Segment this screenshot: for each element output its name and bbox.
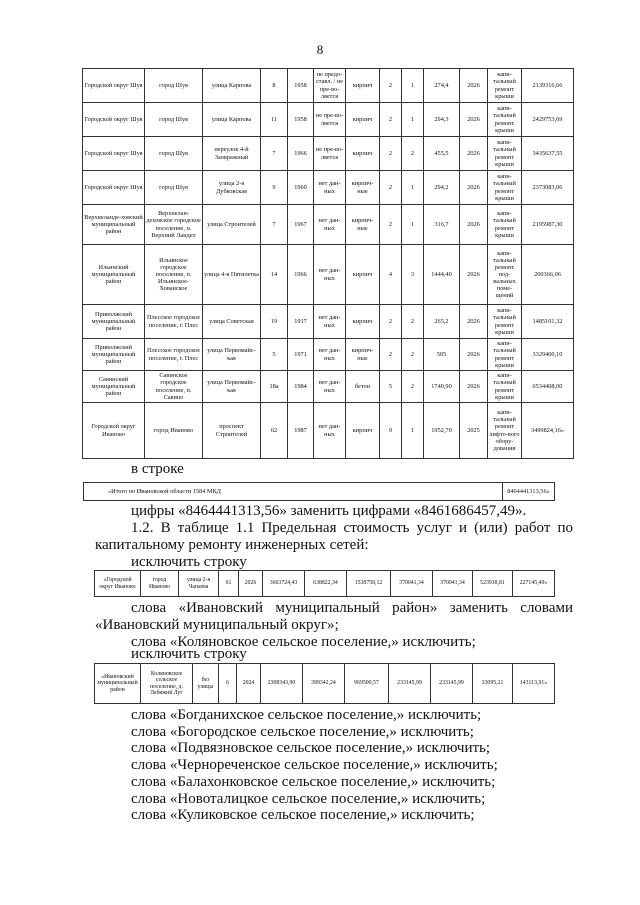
exclude-list-item: слова «Куликовское сельское поселение,» исключить; <box>131 807 475 824</box>
row-cell: 1538758,12 <box>347 571 391 597</box>
replace-words-line2: «Ивановский муниципальный округ»; <box>95 617 339 633</box>
area-cell: 294,2 <box>424 171 460 205</box>
year-cell: 1958 <box>288 103 314 137</box>
house-cell: 7 <box>261 137 288 171</box>
floors-note-cell: не предо-ставл. / не пре-во-ляется <box>314 69 346 103</box>
table-row <box>83 171 574 205</box>
year-cell: 1984 <box>288 371 314 403</box>
work-cell: капи-тальный ремонт крыши <box>488 137 522 171</box>
year-cell: 1987 <box>288 403 314 459</box>
district-cell: Городской округ Иваново <box>83 403 145 459</box>
area-cell: 1444,40 <box>424 245 460 305</box>
plan-year-cell: 2026 <box>460 245 488 305</box>
entrances-cell: 1 <box>402 103 424 137</box>
table-row <box>83 339 574 371</box>
exclude-row-label-1: исключить строку <box>131 554 247 570</box>
table-row <box>83 137 574 171</box>
row-cell: Коляновское сельское поселение, д. Лебяжий Луг <box>141 664 193 704</box>
settlement-cell: Плесское городское поселение, г. Плес <box>145 305 203 339</box>
row-cell: 2308343,90 <box>261 664 303 704</box>
house-cell: 8 <box>261 69 288 103</box>
section-1-2-line2: капитальному ремонту инженерных сетей: <box>95 537 369 553</box>
row-cell: 399342,24 <box>303 664 345 704</box>
year-cell: 1967 <box>288 205 314 245</box>
settlement-cell: Верхнелан-деховское городское поселение, п. Верхний Ландех <box>145 205 203 245</box>
material-cell: бетон <box>346 371 380 403</box>
table-row <box>83 205 574 245</box>
row-cell: 638822,34 <box>305 571 347 597</box>
floors-note-cell: нет дан-ных <box>314 403 346 459</box>
cost-cell: 200366,06 <box>522 245 574 305</box>
area-cell: 455,5 <box>424 137 460 171</box>
row-cell: 143113,91» <box>513 664 555 704</box>
exclude-list-item: слова «Богородское сельское поселение,» исключить; <box>131 723 474 740</box>
settlement-cell: Ильинское городское поселение, п. Ильинское-Хованское <box>145 245 203 305</box>
street-cell: улица Карпова <box>203 69 261 103</box>
floors-note-cell: не пре-во-ляется <box>314 103 346 137</box>
plan-year-cell: 2026 <box>460 205 488 245</box>
area-cell: 294,3 <box>424 103 460 137</box>
street-cell: улица Первомайс-кая <box>203 371 261 403</box>
row-cell: 3663724,43 <box>263 571 305 597</box>
floors-note-cell: нет дан-ных <box>314 371 346 403</box>
district-cell: Городской округ Шуя <box>83 171 145 205</box>
district-cell: Городской округ Шуя <box>83 137 145 171</box>
district-cell: Верхнеланде-ховский муниципальный район <box>83 205 145 245</box>
floors-cell: 9 <box>380 403 402 459</box>
plan-year-cell: 2026 <box>460 339 488 371</box>
exclude-list-item: слова «Подвязновское сельское поселение,» исключить; <box>131 740 491 757</box>
floors-note-cell: не пре-во-ляется <box>314 137 346 171</box>
house-cell: 18а <box>261 371 288 403</box>
year-cell: 1971 <box>288 339 314 371</box>
entrances-cell: 1 <box>402 69 424 103</box>
exclude-list-item: слова «Богданихское сельское поселение,» исключить; <box>131 707 482 723</box>
cost-cell: 1485101,32 <box>522 305 574 339</box>
floors-cell: 5 <box>380 371 402 403</box>
entrances-cell: 2 <box>402 371 424 403</box>
cost-cell: 3499824,16» <box>522 403 574 459</box>
entrances-cell: 1 <box>402 205 424 245</box>
table-row <box>83 371 574 403</box>
street-cell: улица Советская <box>203 305 261 339</box>
row-cell: 523918,81 <box>473 571 513 597</box>
floors-note-cell: нет дан-ных <box>314 305 346 339</box>
row-cell: 61 <box>219 571 239 597</box>
row-cell: без улицы <box>193 664 219 704</box>
row-cell: 233145,99 <box>389 664 431 704</box>
page-number: 8 <box>316 42 324 57</box>
material-cell: кирпич-ные <box>346 171 380 205</box>
cost-cell: 3329400,10 <box>522 339 574 371</box>
exclude-list-item: слова «Балахонковское сельское поселение,» исключить; <box>131 773 496 790</box>
plan-year-cell: 2025 <box>460 403 488 459</box>
exclude-list-item: слова «Чернореченское сельское поселение,» исключить; <box>131 757 498 774</box>
floors-cell: 2 <box>380 339 402 371</box>
street-cell: улица 2-я Дубковская <box>203 171 261 205</box>
street-cell: переулок 4-й Заовражный <box>203 137 261 171</box>
settlement-cell: город Иваново <box>145 403 203 459</box>
table-row <box>83 69 574 103</box>
table-row <box>83 305 574 339</box>
table-row <box>83 245 574 305</box>
cost-cell: 2373083,06 <box>522 171 574 205</box>
floors-cell: 2 <box>380 103 402 137</box>
cost-cell: 2429753,69 <box>522 103 574 137</box>
row-cell: город Иваново <box>141 571 179 597</box>
floors-note-cell: нет дан-ных <box>314 205 346 245</box>
floors-cell: 2 <box>380 171 402 205</box>
row-cell: 33095,21 <box>473 664 513 704</box>
plan-year-cell: 2026 <box>460 305 488 339</box>
excluded-row-table-1 <box>94 570 555 597</box>
table-row <box>95 664 555 704</box>
year-cell: 1958 <box>288 69 314 103</box>
plan-year-cell: 2026 <box>460 69 488 103</box>
material-cell: кирпич <box>346 245 380 305</box>
district-cell: Городской округ Шуя <box>83 103 145 137</box>
settlement-cell: город Шуя <box>145 103 203 137</box>
area-cell: 265,2 <box>424 305 460 339</box>
district-cell: Приволжский муниципальный район <box>83 305 145 339</box>
row-cell: 2026 <box>239 571 263 597</box>
row-cell: «Городской округ Иваново <box>95 571 141 597</box>
table-row <box>83 403 574 459</box>
house-cell: 7 <box>261 205 288 245</box>
area-cell: 274,4 <box>424 69 460 103</box>
table-row <box>95 571 555 597</box>
material-cell: кирпич <box>346 403 380 459</box>
row-cell: «Ивановский муниципальный район <box>95 664 141 704</box>
area-cell: 316,7 <box>424 205 460 245</box>
entrances-cell: 3 <box>402 245 424 305</box>
total-row-table <box>83 482 555 501</box>
table-row <box>83 103 574 137</box>
row-cell: 233145,99 <box>431 664 473 704</box>
floors-cell: 2 <box>380 137 402 171</box>
material-cell: кирпич-ные <box>346 339 380 371</box>
material-cell: кирпич <box>346 69 380 103</box>
replace-digits-para: цифры «8464441313,56» заменить цифрами «8461686457,49». <box>131 503 527 519</box>
row-cell: 2024 <box>237 664 261 704</box>
entrances-cell: 2 <box>402 137 424 171</box>
floors-cell: 4 <box>380 245 402 305</box>
settlement-cell: город Шуя <box>145 69 203 103</box>
year-cell: 1960 <box>288 171 314 205</box>
material-cell: кирпич <box>346 137 380 171</box>
work-cell: капи-тальный ремонт крыши <box>488 305 522 339</box>
district-cell: Савинский муниципальный район <box>83 371 145 403</box>
total-label-cell: «Итого по Ивановской области 1584 МКД <box>84 483 503 501</box>
house-cell: 14 <box>261 245 288 305</box>
year-cell: 1966 <box>288 137 314 171</box>
entrances-cell: 2 <box>402 339 424 371</box>
row-cell: 370041,34 <box>391 571 433 597</box>
house-cell: 62 <box>261 403 288 459</box>
street-cell: улица Строителей <box>203 205 261 245</box>
area-cell: 1952,70 <box>424 403 460 459</box>
district-cell: Приволжский муниципальный район <box>83 339 145 371</box>
entrances-cell: 2 <box>402 305 424 339</box>
row-cell: 6 <box>219 664 237 704</box>
entrances-cell: 1 <box>402 171 424 205</box>
row-cell: улица 2-я Чапаева <box>179 571 219 597</box>
work-cell: капи-тальный ремонт лифто-вого обору-дования <box>488 403 522 459</box>
floors-cell: 2 <box>380 205 402 245</box>
work-cell: капи-тальный ремонт под-вальных поме-щений <box>488 245 522 305</box>
work-cell: капи-тальный ремонт крыши <box>488 171 522 205</box>
house-cell: 11 <box>261 103 288 137</box>
row-cell: 370041,34 <box>433 571 473 597</box>
entrances-cell: 1 <box>402 403 424 459</box>
plan-year-cell: 2026 <box>460 171 488 205</box>
house-cell: 5 <box>261 339 288 371</box>
work-cell: капи-тальный ремонт крыши <box>488 339 522 371</box>
work-cell: капи-тальный ремонт крыши <box>488 103 522 137</box>
floors-note-cell: нет дан-ных <box>314 171 346 205</box>
section-1-2-line1: 1.2. В таблице 1.1 Предельная стоимость услуг и (или) работ по <box>131 520 573 536</box>
street-cell: улица Первомайс-кая <box>203 339 261 371</box>
floors-note-cell: нет дан-ных <box>314 339 346 371</box>
year-cell: 1917 <box>288 305 314 339</box>
work-cell: капи-тальный ремонт крыши <box>488 205 522 245</box>
house-cell: 9 <box>261 171 288 205</box>
district-cell: Ильинский муниципальный район <box>83 245 145 305</box>
excluded-row-table-2 <box>94 663 555 704</box>
material-cell: кирпич-ные <box>346 205 380 245</box>
plan-year-cell: 2026 <box>460 137 488 171</box>
cost-cell: 6534408,00 <box>522 371 574 403</box>
cost-cell: 3435637,55 <box>522 137 574 171</box>
exclude-row-label-2: исключить строку <box>131 646 247 662</box>
table-row <box>84 483 555 501</box>
exclude-list-item: слова «Новоталицкое сельское поселение,» исключить; <box>131 790 486 807</box>
area-cell: 505 <box>424 339 460 371</box>
total-value-cell: 8464441313,56» <box>503 483 555 501</box>
work-cell: капи-тальный ремонт крыши <box>488 371 522 403</box>
floors-note-cell: нет дан-ных <box>314 245 346 305</box>
floors-cell: 2 <box>380 69 402 103</box>
material-cell: кирпич <box>346 103 380 137</box>
area-cell: 1740,90 <box>424 371 460 403</box>
settlement-cell: город Шуя <box>145 171 203 205</box>
settlement-cell: Савинское городское поселение, п. Савино <box>145 371 203 403</box>
exclude-kolyanovskoe: слова «Коляновское сельское поселение,» исключить; <box>131 634 476 650</box>
district-cell: Городской округ Шуя <box>83 69 145 103</box>
replace-words-line1: слова «Ивановский муниципальный район» заменить словами <box>131 600 573 616</box>
plan-year-cell: 2026 <box>460 103 488 137</box>
row-cell: 227145,49» <box>513 571 555 597</box>
year-cell: 1966 <box>288 245 314 305</box>
material-cell: кирпич <box>346 305 380 339</box>
row-cell: 969500,57 <box>345 664 389 704</box>
street-cell: улица Карпова <box>203 103 261 137</box>
settlement-cell: Плесское городское поселение, г. Плес <box>145 339 203 371</box>
in-row-label: в строке <box>131 461 184 477</box>
house-cell: 19 <box>261 305 288 339</box>
street-cell: улица 4-я Пятилетка <box>203 245 261 305</box>
cost-cell: 2139316,66 <box>522 69 574 103</box>
mkd-repair-table <box>82 68 574 459</box>
street-cell: проспект Строителей <box>203 403 261 459</box>
plan-year-cell: 2026 <box>460 371 488 403</box>
work-cell: капи-тальный ремонт крыши <box>488 69 522 103</box>
floors-cell: 2 <box>380 305 402 339</box>
cost-cell: 2195987,30 <box>522 205 574 245</box>
settlement-cell: город Шуя <box>145 137 203 171</box>
